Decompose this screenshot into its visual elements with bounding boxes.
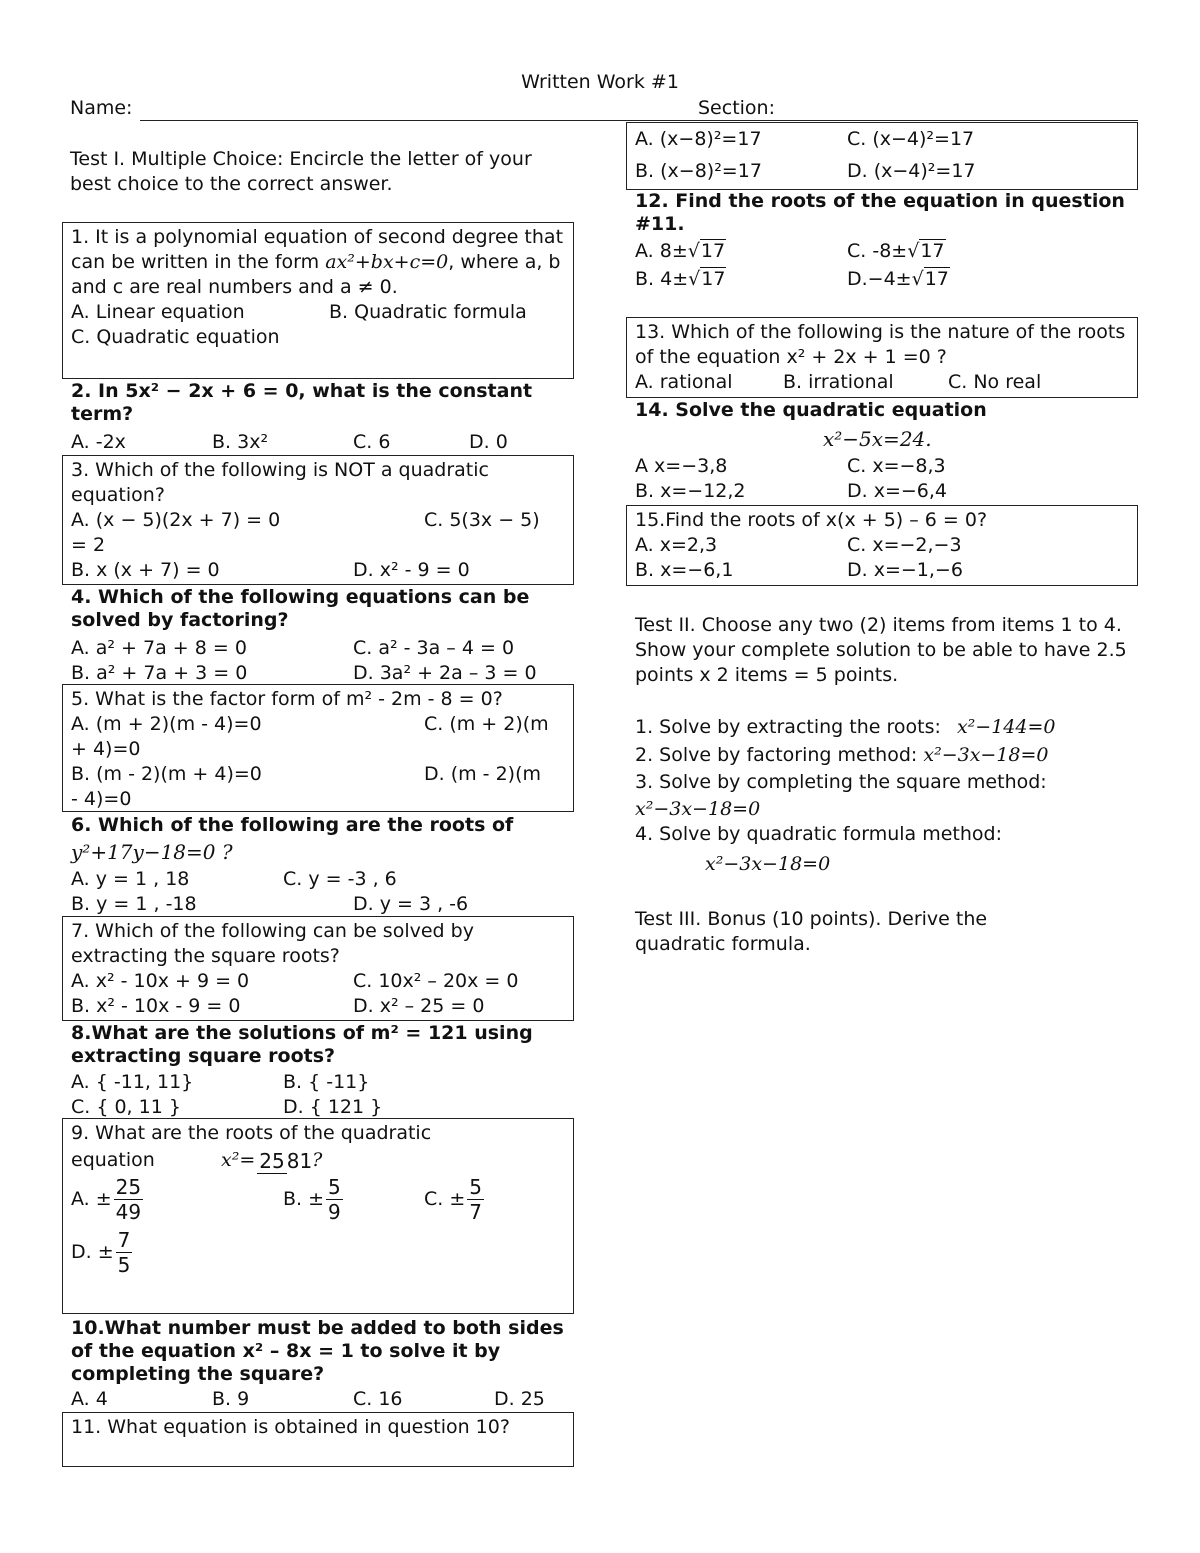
test2-item-1-eq: x²−144=0 (956, 716, 1056, 738)
q8-text: 8.What are the solutions of m² = 121 using extracting square roots? (71, 1022, 533, 1067)
q7-option-d[interactable]: D. x² – 25 = 0 (353, 995, 485, 1017)
test2-item-2-text: 2. Solve by factoring method: (635, 744, 918, 766)
question-10 (62, 1317, 574, 1412)
q12-option-c[interactable]: C. -8±√17 (847, 240, 945, 262)
q6-equation: y²+17y−18=0 ? (71, 840, 233, 864)
q9-option-c[interactable] (424, 1175, 484, 1224)
question-5 (62, 684, 574, 812)
q15-option-c[interactable]: C. x=−2,−3 (847, 534, 962, 556)
q10-option-a[interactable]: A. 4 (71, 1388, 108, 1410)
q3-option-a[interactable]: A. (x − 5)(2x + 7) = 0 (71, 509, 281, 531)
q13-option-c[interactable]: C. No real (948, 371, 1042, 393)
q9-equation-word: equation (71, 1149, 155, 1171)
q9-option-a[interactable] (71, 1175, 283, 1224)
q4-text: 4. Which of the following equations can be solved by factoring? (71, 586, 530, 631)
q9-c-label: C. ± (424, 1188, 466, 1210)
q9-eq-lhs: x²= (221, 1149, 256, 1171)
q1-stem: 1. It is a polynomial equation of second degree that can be written in the form (71, 226, 564, 273)
q4-option-b[interactable]: B. a² + 7a + 3 = 0 (71, 662, 248, 684)
test2-item-1-text: 1. Solve by extracting the roots: (635, 716, 941, 738)
q9-a-den: 49 (115, 1200, 142, 1224)
q9-a-num: 25 (115, 1175, 142, 1199)
question-4 (62, 586, 574, 686)
q1-option-c[interactable]: C. Quadratic equation (71, 326, 280, 348)
q2-option-a[interactable]: A. -2x (71, 431, 126, 453)
q9-a-fraction (114, 1175, 143, 1224)
question-11 (62, 1412, 574, 1467)
test2-item-1 (635, 715, 1129, 740)
q6-option-a[interactable]: A. y = 1 , 18 (71, 868, 190, 890)
q5-option-c[interactable]: C. (m + 2)(m (424, 713, 549, 735)
q9-c-num: 5 (469, 1175, 482, 1199)
q3-option-d[interactable]: D. x² - 9 = 0 (353, 559, 470, 581)
test3-section: Test III. Bonus (10 points). Derive the quadratic formula. (635, 908, 988, 955)
test2-section (626, 613, 1138, 877)
question-6 (62, 813, 574, 917)
q9-d-den: 5 (117, 1253, 131, 1277)
q6-option-d[interactable]: D. y = 3 , -6 (353, 893, 469, 915)
q15-option-b[interactable]: B. x=−6,1 (635, 559, 734, 581)
q9-eq-den: 81 (286, 1148, 313, 1173)
q7-option-a[interactable]: A. x² - 10x + 9 = 0 (71, 970, 250, 992)
q3-text: 3. Which of the following is NOT a quadratic equation? (71, 459, 489, 506)
q4-option-c[interactable]: C. a² - 3a – 4 = 0 (353, 637, 515, 659)
q13-text: 13. Which of the following is the nature of the roots of the equation x² + 2x + 1 =0 ? (635, 321, 1126, 368)
q9-eq-fraction (257, 1149, 312, 1173)
q5-option-d[interactable]: D. (m - 2)(m (424, 763, 541, 785)
q9-c-den: 7 (469, 1200, 482, 1224)
q12-a-radicand: 17 (700, 240, 726, 262)
q11-option-a[interactable]: A. (x−8)²=17 (635, 128, 762, 150)
q7-option-b[interactable]: B. x² - 10x - 9 = 0 (71, 995, 241, 1017)
q9-eq-num: 25 (259, 1148, 285, 1173)
q14-option-a[interactable]: A x=−3,8 (635, 455, 728, 477)
q8-option-c[interactable]: C. { 0, 11 } (71, 1096, 181, 1118)
q12-option-a[interactable]: A. 8±√17 (635, 240, 726, 262)
q14-option-b[interactable]: B. x=−12,2 (635, 480, 746, 502)
q9-eq-question: ? (312, 1149, 323, 1171)
q12-a-prefix: A. 8± (635, 240, 688, 262)
question-9 (62, 1118, 574, 1314)
question-13 (626, 317, 1138, 398)
q2-option-d[interactable]: D. 0 (469, 431, 508, 453)
q9-d-fraction (116, 1228, 133, 1277)
q3-option-c-cont: = 2 (71, 534, 106, 556)
q12-d-prefix: D.−4± (847, 268, 912, 290)
q8-option-a[interactable]: A. { -11, 11} (71, 1071, 194, 1093)
q15-option-a[interactable]: A. x=2,3 (635, 534, 718, 556)
q14-option-d[interactable]: D. x=−6,4 (847, 480, 948, 502)
q8-option-d[interactable]: D. { 121 } (283, 1096, 383, 1118)
q14-option-c[interactable]: C. x=−8,3 (847, 455, 946, 477)
q12-text: 12. Find the roots of the equation in question #11. (635, 190, 1125, 235)
q1-equation: ax²+bx+c=0 (325, 251, 449, 273)
q11-text: 11. What equation is obtained in question 10? (71, 1416, 510, 1438)
q11-option-b[interactable]: B. (x−8)²=17 (635, 160, 762, 182)
q10-option-b[interactable]: B. 9 (212, 1388, 250, 1410)
q12-b-prefix: B. 4± (635, 268, 689, 290)
q3-option-c[interactable]: C. 5(3x − 5) (424, 509, 540, 531)
q9-a-label: A. ± (71, 1188, 112, 1210)
q9-b-fraction (326, 1175, 343, 1224)
q1-option-b[interactable]: B. Quadratic formula (329, 301, 527, 323)
test2-item-3-eq: x²−3x−18=0 (635, 798, 761, 820)
q5-option-c-cont: + 4)=0 (71, 738, 141, 760)
q1-stem-end: , where a, b and c are real numbers and a ≠ 0. (71, 251, 561, 298)
q14-equation: x²−5x=24. (823, 427, 932, 451)
question-11-options (626, 122, 1138, 190)
q4-option-a[interactable]: A. a² + 7a + 8 = 0 (71, 637, 247, 659)
q6-option-b[interactable]: B. y = 1 , -18 (71, 893, 197, 915)
q7-text: 7. Which of the following can be solved by extracting the square roots? (71, 920, 474, 967)
q1-text (71, 225, 565, 300)
q15-text: 15.Find the roots of x(x + 5) – 6 = 0? (635, 509, 988, 531)
question-3 (62, 455, 574, 585)
q5-option-a[interactable]: A. (m + 2)(m - 4)=0 (71, 713, 262, 735)
q9-option-d[interactable] (71, 1228, 132, 1277)
q12-b-radicand: 17 (701, 268, 726, 290)
test2-item-3: 3. Solve by completing the square method: (635, 771, 1047, 793)
test2-item-2 (635, 743, 1129, 768)
q6-option-c[interactable]: C. y = -3 , 6 (283, 868, 397, 890)
q4-option-d[interactable]: D. 3a² + 2a – 3 = 0 (353, 662, 537, 684)
q9-b-label: B. ± (283, 1188, 325, 1210)
q3-option-b[interactable]: B. x (x + 7) = 0 (71, 559, 220, 581)
name-line[interactable] (140, 120, 700, 121)
question-12 (626, 190, 1138, 292)
question-8 (62, 1022, 574, 1120)
q9-d-num: 7 (117, 1228, 131, 1252)
q12-option-b[interactable]: B. 4±√17 (635, 268, 726, 290)
name-label: Name: (70, 97, 133, 119)
question-1 (62, 222, 574, 379)
page-title: Written Work #1 (521, 71, 679, 93)
test1-instructions: Test I. Multiple Choice: Encircle the letter of your best choice to the correct answer. (70, 148, 532, 195)
q10-text: 10.What number must be added to both sides of the equation x² – 8x = 1 to solve it by completing the square? (71, 1317, 564, 1385)
q10-option-c[interactable]: C. 16 (353, 1388, 403, 1410)
question-2 (62, 380, 574, 455)
q5-text: 5. What is the factor form of m² - 2m - 8 = 0? (71, 688, 503, 710)
q11-option-d[interactable]: D. (x−4)²=17 (847, 160, 976, 182)
q2-text: 2. In 5x² − 2x + 6 = 0, what is the constant term? (71, 380, 533, 425)
question-15 (626, 505, 1138, 586)
q5-option-b[interactable]: B. (m - 2)(m + 4)=0 (71, 763, 262, 785)
q12-c-prefix: C. -8± (847, 240, 908, 262)
q12-c-radicand: 17 (920, 240, 945, 262)
q10-option-d[interactable]: D. 25 (494, 1388, 545, 1410)
test2-item-2-eq: x²−3x−18=0 (923, 744, 1049, 766)
q9-b-den: 9 (328, 1200, 341, 1224)
question-7 (62, 916, 574, 1021)
q5-option-d-cont: - 4)=0 (71, 788, 132, 810)
q14-text: 14. Solve the quadratic equation (635, 399, 987, 421)
q13-option-a[interactable]: A. rational (635, 371, 733, 393)
q9-b-num: 5 (328, 1175, 341, 1199)
q13-option-b[interactable]: B. irrational (783, 371, 894, 393)
test2-instructions: Test II. Choose any two (2) items from items 1 to 4. Show your complete solution to be able to have 2.5 points x 2 items = 5 points. (635, 614, 1127, 686)
q9-text: 9. What are the roots of the quadratic (71, 1122, 432, 1144)
q11-option-c[interactable]: C. (x−4)²=17 (847, 128, 975, 150)
section-label: Section: (698, 97, 775, 119)
q7-option-c[interactable]: C. 10x² – 20x = 0 (353, 970, 519, 992)
test2-item-4-eq: x²−3x−18=0 (705, 853, 831, 875)
q1-option-a[interactable]: A. Linear equation (71, 301, 245, 323)
test2-item-4: 4. Solve by quadratic formula method: (635, 823, 1003, 845)
q2-option-b[interactable]: B. 3x² (212, 431, 269, 453)
q12-option-d[interactable]: D.−4±√17 (847, 268, 949, 290)
q9-option-b[interactable] (283, 1175, 424, 1224)
q6-text: 6. Which of the following are the roots of (71, 814, 514, 836)
section-line[interactable] (698, 120, 1138, 121)
question-14 (626, 398, 1138, 504)
q8-option-b[interactable]: B. { -11} (283, 1071, 370, 1093)
q15-option-d[interactable]: D. x=−1,−6 (847, 559, 963, 581)
q2-option-c[interactable]: C. 6 (353, 431, 391, 453)
q9-d-label: D. ± (71, 1241, 114, 1263)
q9-c-fraction (467, 1175, 484, 1224)
q12-d-radicand: 17 (924, 268, 949, 290)
